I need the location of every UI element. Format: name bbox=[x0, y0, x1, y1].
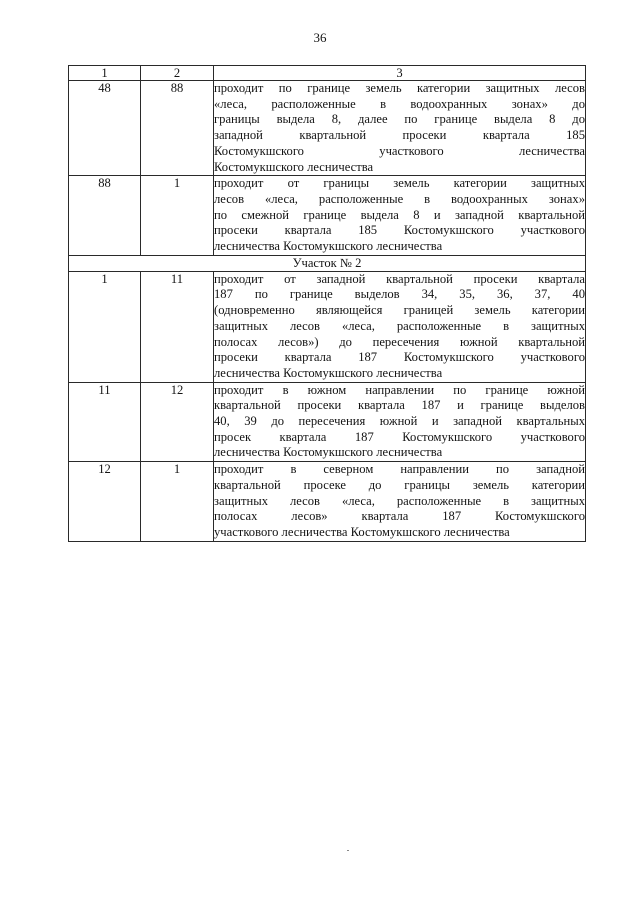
table-row bbox=[69, 382, 586, 462]
description-line: участкового лесничества Костомукшского лесничества bbox=[214, 524, 510, 539]
point-from: 88 bbox=[69, 176, 141, 256]
header-col-2: 2 bbox=[141, 66, 214, 81]
description-line: проходит от границы земель категории защитных bbox=[214, 176, 585, 191]
table-row bbox=[69, 271, 586, 382]
boundary-description bbox=[214, 81, 586, 176]
point-from: 11 bbox=[69, 382, 141, 462]
point-to: 1 bbox=[141, 462, 214, 542]
section-row bbox=[69, 255, 586, 271]
description-line: проходит по границе земель категории защитных лесов bbox=[214, 81, 585, 95]
description-line: «леса, расположенные в водоохранных зонах» до bbox=[214, 96, 585, 111]
description-line: защитных лесов «леса, расположенные в защитных bbox=[214, 318, 585, 333]
description-line: лесничества Костомукшского лесничества bbox=[214, 239, 443, 254]
description-line: границы выдела 8, далее по границе выдела 8 до bbox=[214, 112, 585, 127]
boundary-description-table bbox=[68, 65, 586, 542]
description-line: лесничества Костомукшского лесничества bbox=[214, 445, 443, 460]
description-line: полосах лесов») до пересечения южной квартальной bbox=[214, 334, 585, 349]
page-number: 36 bbox=[313, 30, 327, 45]
description-line: квартальной просеки квартала 187 и границе выделов bbox=[214, 398, 585, 413]
section-title: Участок № 2 bbox=[69, 255, 586, 271]
header-col-3: 3 bbox=[214, 66, 586, 81]
point-to: 12 bbox=[141, 382, 214, 462]
description-line: просеки квартала 185 Костомукшского участкового bbox=[214, 223, 585, 238]
point-from: 48 bbox=[69, 81, 141, 176]
description-line: просек квартала 187 Костомукшского участкового bbox=[214, 429, 585, 444]
point-to: 88 bbox=[141, 81, 214, 176]
description-line: 187 по границе выделов 34, 35, 36, 37, 40 bbox=[214, 287, 585, 302]
description-line: по смежной границе выдела 8 и западной квартальной bbox=[214, 207, 585, 222]
description-line: западной квартальной просеки квартала 185 bbox=[214, 128, 585, 143]
table-row bbox=[69, 462, 586, 542]
description-line: Костомукшского лесничества bbox=[214, 159, 374, 174]
boundary-description bbox=[214, 176, 586, 256]
description-line: Костомукшского участкового лесничества bbox=[214, 143, 585, 158]
description-line: полосах лесов» квартала 187 Костомукшского bbox=[214, 509, 585, 524]
description-line: лесничества Костомукшского лесничества bbox=[214, 365, 443, 380]
boundary-description bbox=[214, 271, 586, 382]
point-from: 1 bbox=[69, 271, 141, 382]
table-row bbox=[69, 81, 586, 176]
header-col-1: 1 bbox=[69, 66, 141, 81]
description-line: проходит в южном направлении по границе южной bbox=[214, 382, 585, 397]
point-from: 12 bbox=[69, 462, 141, 542]
scan-dot bbox=[347, 850, 349, 851]
table-row bbox=[69, 176, 586, 256]
point-to: 11 bbox=[141, 271, 214, 382]
description-line: защитных лесов «леса, расположенные в защитных bbox=[214, 493, 585, 508]
description-line: проходит от западной квартальной просеки квартала bbox=[214, 271, 585, 286]
boundary-description bbox=[214, 462, 586, 542]
point-to: 1 bbox=[141, 176, 214, 256]
description-line: квартальной просеке до границы земель категории bbox=[214, 477, 585, 492]
description-line: просеки квартала 187 Костомукшского участкового bbox=[214, 350, 585, 365]
description-line: 40, 39 до пересечения южной и западной квартальных bbox=[214, 414, 585, 429]
boundary-description bbox=[214, 382, 586, 462]
description-line: проходит в северном направлении по западной bbox=[214, 462, 585, 477]
table-header-row bbox=[69, 66, 586, 81]
description-line: (одновременно являющейся границей земель категории bbox=[214, 303, 585, 318]
description-line: лесов «леса, расположенные в водоохранных зонах» bbox=[214, 191, 585, 206]
